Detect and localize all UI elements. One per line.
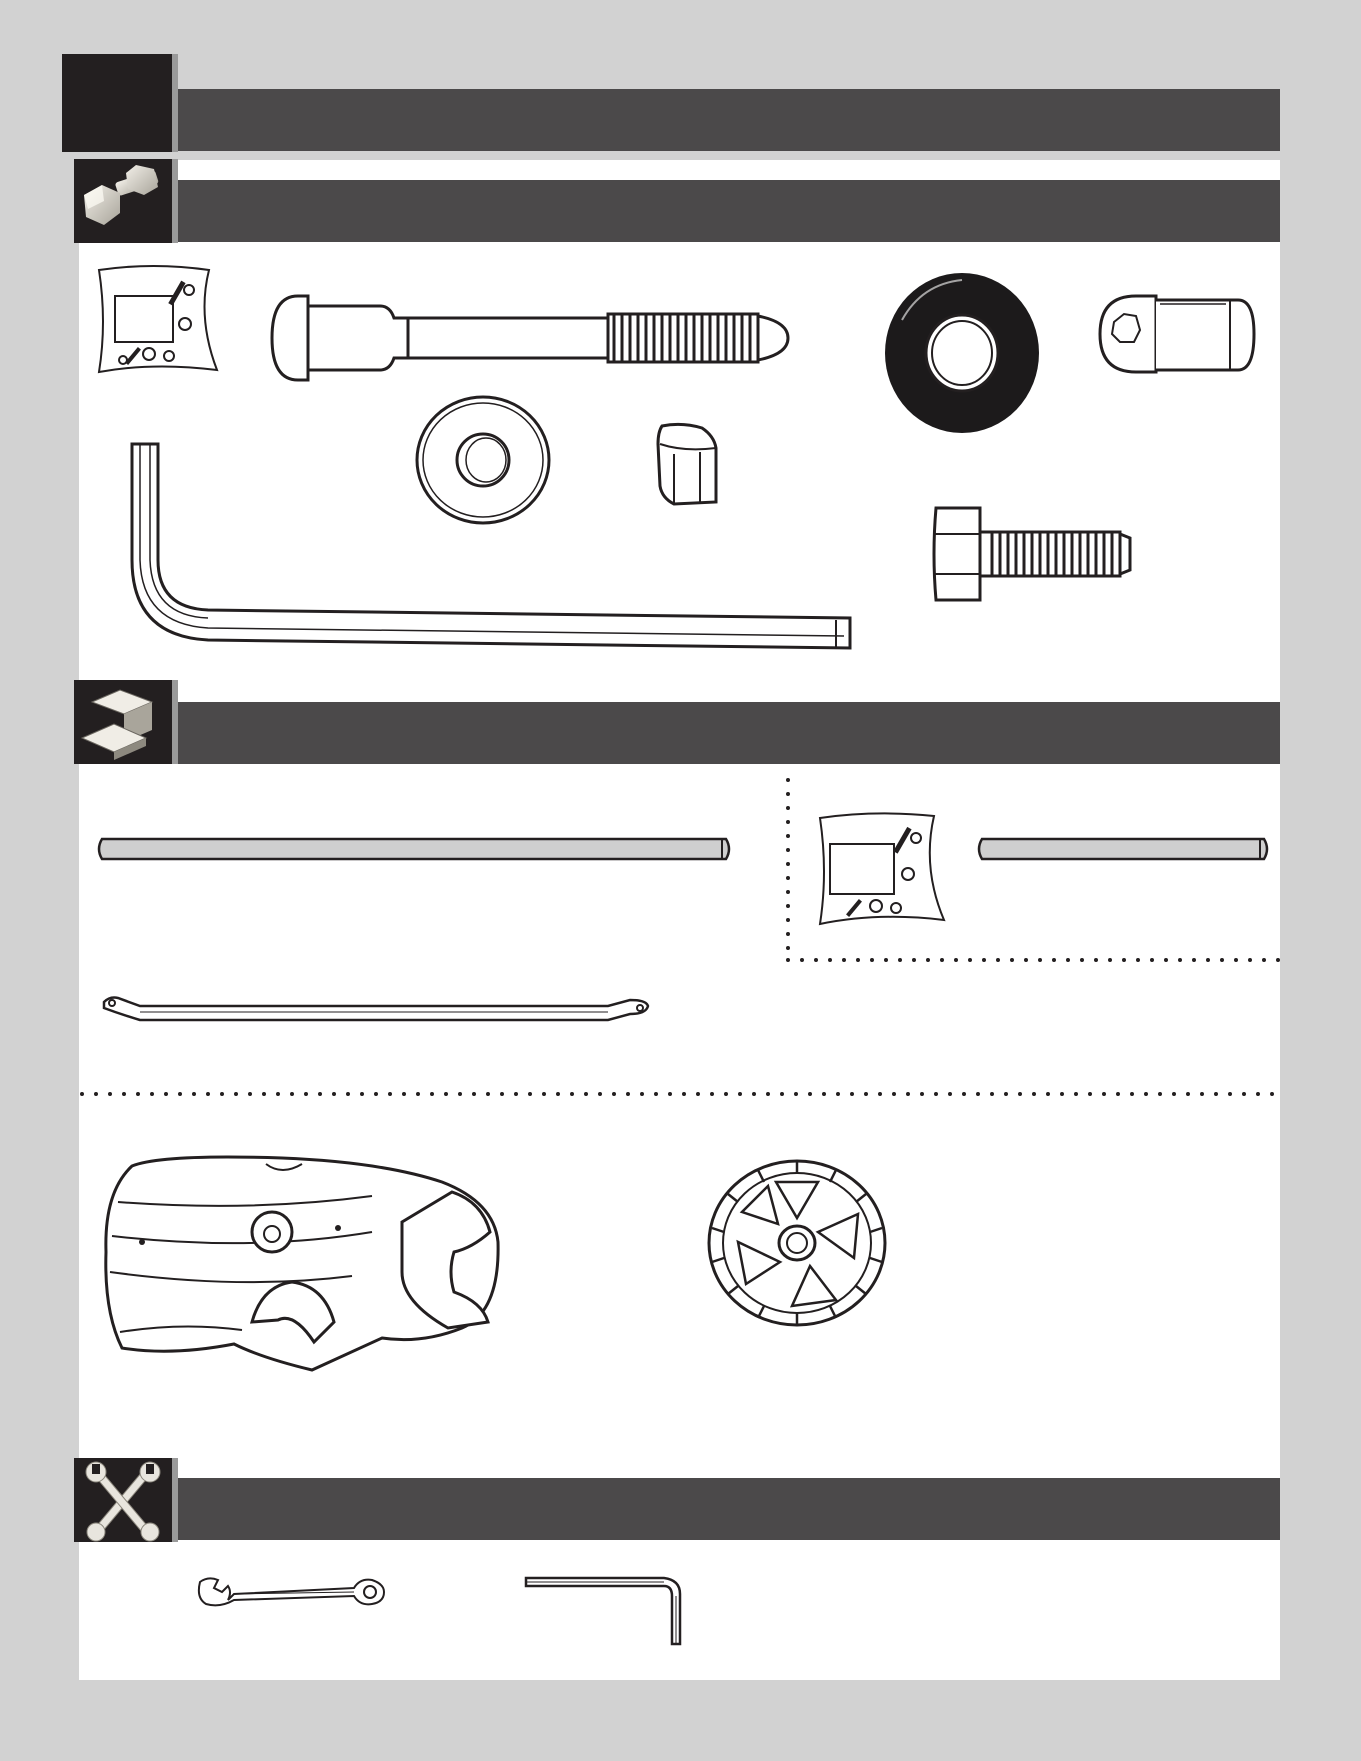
hex-key-small	[524, 1574, 684, 1646]
bolt-nut-icon	[74, 159, 172, 243]
tools-title-bar	[178, 1478, 1280, 1540]
crossed-wrenches-icon	[74, 1458, 172, 1542]
section-divider	[80, 1090, 1282, 1098]
molded-housing	[102, 1152, 500, 1374]
step-title-bar	[178, 89, 1280, 151]
wheel	[706, 1158, 888, 1328]
step-number-block	[62, 54, 172, 152]
shoulder-bolt	[268, 292, 800, 384]
parts-title-bar	[178, 702, 1280, 764]
barrel-nut	[1096, 292, 1258, 376]
short-tube	[976, 836, 1272, 862]
bracket-icon	[74, 680, 172, 764]
tools-section-tab	[74, 1458, 172, 1542]
hardware-pack	[93, 262, 225, 382]
combination-wrench	[194, 1574, 386, 1610]
parts-section-tab	[74, 680, 172, 764]
hardware-title-bar	[178, 180, 1280, 242]
long-tube	[96, 836, 734, 862]
hardware-pack-small	[812, 808, 952, 932]
flat-strap	[100, 994, 652, 1022]
hardware-section-tab	[74, 159, 172, 243]
hex-bolt	[930, 504, 1138, 604]
hex-key-large	[128, 440, 854, 652]
spacer-ring	[882, 270, 1042, 436]
